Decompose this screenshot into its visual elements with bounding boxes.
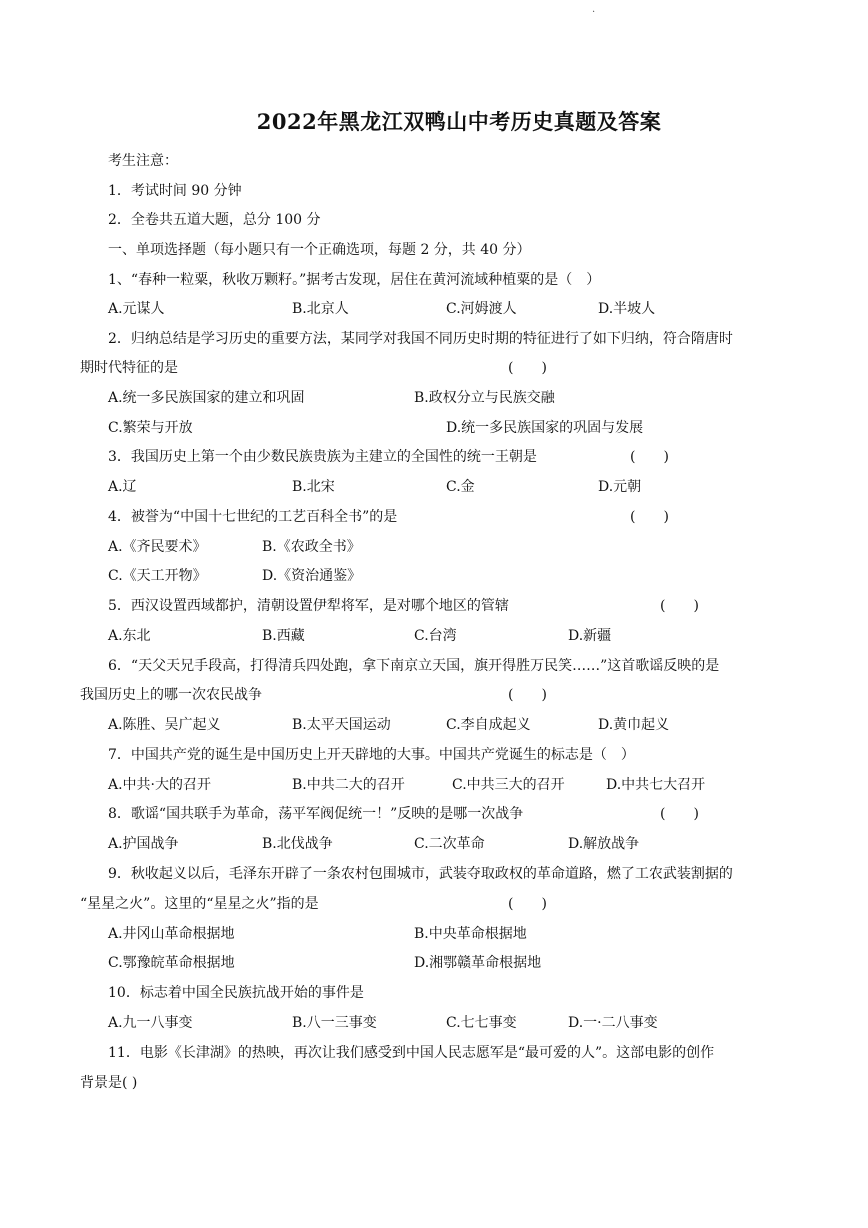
- option-b[interactable]: B.中央革命根据地: [414, 926, 527, 942]
- option-a[interactable]: A.陈胜、吴广起义: [108, 717, 221, 733]
- question-stem: 3．我国历史上第一个由少数民族贵族为主建立的全国性的统一王朝是: [108, 449, 537, 465]
- answer-blank: ( ): [630, 449, 669, 465]
- option-c[interactable]: C.金: [446, 479, 475, 495]
- option-d[interactable]: D.统一多民族国家的巩固与发展: [446, 420, 644, 436]
- option-a[interactable]: A.九一八事变: [108, 1015, 193, 1031]
- option-d[interactable]: D.湘鄂赣革命根据地: [414, 955, 542, 971]
- option-d[interactable]: D.黄巾起义: [598, 717, 670, 733]
- question-stem-cont: “星星之火”。这里的“星星之火”指的是: [80, 896, 319, 912]
- option-b[interactable]: B.中共二大的召开: [292, 777, 405, 793]
- option-b[interactable]: B.政权分立与民族交融: [414, 390, 555, 406]
- option-b[interactable]: B.《农政全书》: [262, 539, 361, 555]
- option-b[interactable]: B.八一三事变: [292, 1015, 377, 1031]
- option-a[interactable]: A.元谋人: [108, 301, 165, 317]
- option-c[interactable]: C.繁荣与开放: [108, 420, 193, 436]
- question-stem-cont: 期时代特征的是: [80, 360, 178, 376]
- rule-score: 2．全卷共五道大题，总分 100 分: [108, 212, 321, 228]
- option-d[interactable]: D.解放战争: [568, 836, 640, 852]
- question-stem: 4．被誉为“中国十七世纪的工艺百科全书”的是: [108, 509, 398, 525]
- option-b[interactable]: B.北伐战争: [262, 836, 333, 852]
- option-c[interactable]: C.李自成起义: [446, 717, 531, 733]
- question-stem: 7．中国共产党的诞生是中国历史上开天辟地的大事。中国共产党诞生的标志是（ ）: [108, 747, 635, 763]
- option-d[interactable]: D.中共七大召开: [606, 777, 706, 793]
- option-b[interactable]: B.北宋: [292, 479, 335, 495]
- question-stem: 5．西汉设置西域都护，清朝设置伊犁将军，是对哪个地区的管辖: [108, 598, 509, 614]
- question-stem: 6．“天父天兄手段高，打得清兵四处跑，拿下南京立天国，旗开得胜万民笑……”这首歌谣反映的是: [108, 658, 720, 674]
- question-stem: 11．电影《长津湖》的热映，再次让我们感受到中国人民志愿军是“最可爱的人”。这部电影的创作: [108, 1045, 715, 1061]
- question-stem: 10．标志着中国全民族抗战开始的事件是: [108, 985, 364, 1001]
- option-d[interactable]: D.半坡人: [598, 301, 656, 317]
- option-d[interactable]: D.元朝: [598, 479, 642, 495]
- option-a[interactable]: A.护国战争: [108, 836, 179, 852]
- option-c[interactable]: C.中共三大的召开: [452, 777, 565, 793]
- option-c[interactable]: C.河姆渡人: [446, 301, 517, 317]
- option-a[interactable]: A.东北: [108, 628, 151, 644]
- option-c[interactable]: C.鄂豫皖革命根据地: [108, 955, 235, 971]
- option-d[interactable]: D.《资治通鉴》: [262, 568, 362, 584]
- option-a[interactable]: A.《齐民要术》: [108, 539, 207, 555]
- question-stem: 8．歌谣“国共联手为革命，荡平军阀促统一！”反映的是哪一次战争: [108, 806, 524, 822]
- answer-blank: ( ): [660, 806, 699, 822]
- answer-blank: ( ): [508, 360, 547, 376]
- option-b[interactable]: B.北京人: [292, 301, 349, 317]
- option-b[interactable]: B.西藏: [262, 628, 305, 644]
- option-b[interactable]: B.太平天国运动: [292, 717, 391, 733]
- option-c[interactable]: C.《天工开物》: [108, 568, 207, 584]
- option-a[interactable]: A.中共·大的召开: [108, 777, 212, 793]
- option-c[interactable]: C.台湾: [414, 628, 457, 644]
- answer-blank: ( ): [660, 598, 699, 614]
- answer-blank: ( ): [508, 687, 547, 703]
- option-a[interactable]: A.井冈山革命根据地: [108, 926, 235, 942]
- answer-blank: ( ): [630, 509, 669, 525]
- question-stem-cont: 背景是( ): [80, 1075, 138, 1091]
- option-a[interactable]: A.辽: [108, 479, 137, 495]
- option-d[interactable]: D.一·二八事变: [568, 1015, 658, 1031]
- question-stem: 2．归纳总结是学习历史的重要方法，某同学对我国不同历史时期的特征进行了如下归纳，符合隋唐时: [108, 331, 733, 347]
- notice-heading: 考生注意：: [108, 153, 178, 169]
- option-a[interactable]: A.统一多民族国家的建立和巩固: [108, 390, 305, 406]
- question-stem: 1、“春种一粒粟，秋收万颗籽。”据考古发现，居住在黄河流域种植粟的是（ ）: [108, 272, 601, 288]
- section-heading: 一、单项选择题（每小题只有一个正确选项，每题 2 分，共 40 分）: [108, 242, 531, 258]
- option-c[interactable]: C.二次革命: [414, 836, 485, 852]
- answer-blank: ( ): [508, 896, 547, 912]
- question-stem-cont: 我国历史上的哪一次农民战争: [80, 687, 262, 703]
- rule-time: 1．考试时间 90 分钟: [108, 183, 242, 199]
- page-marker-dot: .: [592, 4, 596, 15]
- question-stem: 9．秋收起义以后，毛泽东开辟了一条农村包围城市，武装夺取政权的革命道路，燃了工农武装割据的: [108, 866, 733, 882]
- page-title: 2022年黑龙江双鸭山中考历史真题及答案: [256, 109, 662, 134]
- option-c[interactable]: C.七七事变: [446, 1015, 517, 1031]
- option-d[interactable]: D.新疆: [568, 628, 612, 644]
